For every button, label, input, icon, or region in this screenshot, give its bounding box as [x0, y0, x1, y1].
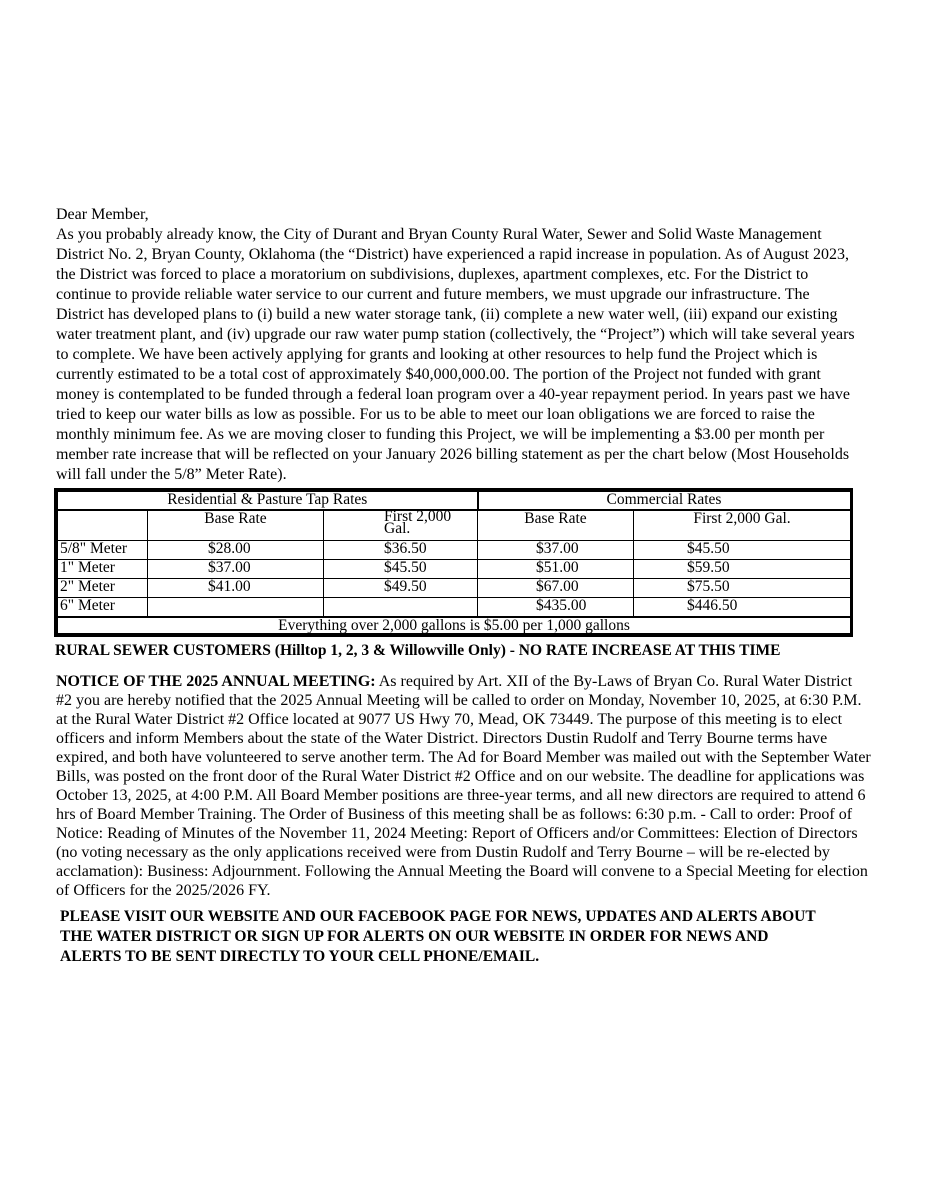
letter — [56, 205, 856, 485]
com-base-rate: $51.00 — [478, 559, 634, 578]
rate-table-group-header — [58, 492, 851, 510]
table-row — [58, 559, 851, 578]
annual-meeting-heading: NOTICE OF THE 2025 ANNUAL MEETING: — [56, 673, 376, 690]
com-first-rate: $59.50 — [634, 559, 851, 578]
rate-table-footer — [58, 617, 851, 634]
table-row — [58, 598, 851, 617]
residential-header: Residential & Pasture Tap Rates — [58, 492, 478, 510]
overage-rate-note: Everything over 2,000 gallons is $5.00 per 1,000 gallons — [58, 617, 851, 634]
annual-meeting-body: As required by Art. XII of the By-Laws of Bryan Co. Rural Water District #2 you are hereby notified that the 2025 Annual Meeting will be called to order on Monday, November 10, 2025, at 6:30 P.M. at the Rural Water District #2 Office located at 9077 US Hwy 70, Mead, OK 73449. The purpose of this meeting is to elect officers and inform Members about the state of the Water District. Directors Dustin Rudolf and Terry Bourne terms have expired, and both have volunteered to serve another term. The Ad for Board Member was mailed out with the September Water Bills, was posted on the front door of the Rural Water District #2 Office and on our website. The deadline for applications was October 13, 2025, at 4:00 P.M. All Board Member positions are three-year terms, and all new directors are required to attend 6 hrs of Board Member Training. The Order of Business of this meeting shall be as follows: 6:30 p.m. - Call to order: Proof of Notice: Reading of Minutes of the November 11, 2024 Meeting: Report of Officers and/or Committees: Election of Directors (no voting necessary as the only applications received were from Dustin Rudolf and Terry Bourne – will be re-elected by acclamation): Business: Adjournment. Following the Annual Meeting the Board will convene to a Special Meeting for election of Officers for the 2025/2026 FY. — [56, 673, 871, 899]
table-row — [58, 578, 851, 597]
rate-table — [54, 488, 853, 637]
sewer-notice: RURAL SEWER CUSTOMERS (Hilltop 1, 2, 3 & Willowville Only) - NO RATE INCREASE AT THIS TIME — [55, 642, 781, 659]
res-base-header: Base Rate — [148, 510, 324, 540]
meter-size: 2" Meter — [58, 578, 148, 597]
rate-table-grid — [57, 491, 852, 634]
letter-body: As you probably already know, the City of Durant and Bryan County Rural Water, Sewer and Solid Waste Management District No. 2, Bryan County, Oklahoma (the “District) have experienced a rapid increase in population. As of August 2023, the District was forced to place a moratorium on subdivisions, duplexes, apartment complexes, etc. For the District to continue to provide reliable water service to our current and future members, we must upgrade our infrastructure. The District has developed plans to (i) build a new water storage tank, (ii) complete a new water well, (iii) expand our existing water treatment plant, and (iv) upgrade our raw water pump station (collectively, the “Project”) which will take several years to complete. We have been actively applying for grants and looking at other resources to help fund the Project which is currently estimated to be a total cost of approximately $40,000,000.00. The portion of the Project not funded with grant money is contemplated to be funded through a federal loan program over a 40-year repayment period. In years past we have tried to keep our water bills as low as possible. For us to be able to meet our loan obligations we are forced to raise the monthly minimum fee. As we are moving closer to funding this Project, we will be implementing a $3.00 per month per member rate increase that will be reflected on your January 2026 billing statement as per the chart below (Most Households will fall under the 5/8” Meter Rate). — [56, 226, 855, 483]
res-base-rate: $37.00 — [148, 559, 324, 578]
com-base-rate: $67.00 — [478, 578, 634, 597]
com-first-rate: $446.50 — [634, 598, 851, 617]
res-first-rate — [324, 598, 478, 617]
table-row — [58, 540, 851, 559]
res-first-rate: $49.50 — [324, 578, 478, 597]
res-first-rate: $45.50 — [324, 559, 478, 578]
com-first-rate: $45.50 — [634, 540, 851, 559]
res-base-rate: $41.00 — [148, 578, 324, 597]
com-base-rate: $37.00 — [478, 540, 634, 559]
annual-meeting-notice — [56, 672, 871, 900]
meter-size: 6" Meter — [58, 598, 148, 617]
res-first-rate: $36.50 — [324, 540, 478, 559]
res-first-header: First 2,000 Gal. — [324, 510, 478, 540]
com-base-rate: $435.00 — [478, 598, 634, 617]
com-base-header: Base Rate — [478, 510, 634, 540]
website-notice: PLEASE VISIT OUR WEBSITE AND OUR FACEBOOK PAGE FOR NEWS, UPDATES AND ALERTS ABOUT THE WATER DISTRICT OR SIGN UP FOR ALERTS ON OUR WEBSITE IN ORDER FOR NEWS AND ALERTS TO BE SENT DIRECTLY TO YOUR CELL PHONE/EMAIL. — [60, 908, 816, 965]
commercial-header: Commercial Rates — [478, 492, 851, 510]
salutation: Dear Member, — [56, 206, 149, 223]
meter-size: 5/8" Meter — [58, 540, 148, 559]
meter-size: 1" Meter — [58, 559, 148, 578]
com-first-rate: $75.50 — [634, 578, 851, 597]
com-first-header: First 2,000 Gal. — [634, 510, 851, 540]
meter-column-header — [58, 510, 148, 540]
res-base-rate: $28.00 — [148, 540, 324, 559]
res-base-rate — [148, 598, 324, 617]
rate-table-column-header — [58, 510, 851, 540]
